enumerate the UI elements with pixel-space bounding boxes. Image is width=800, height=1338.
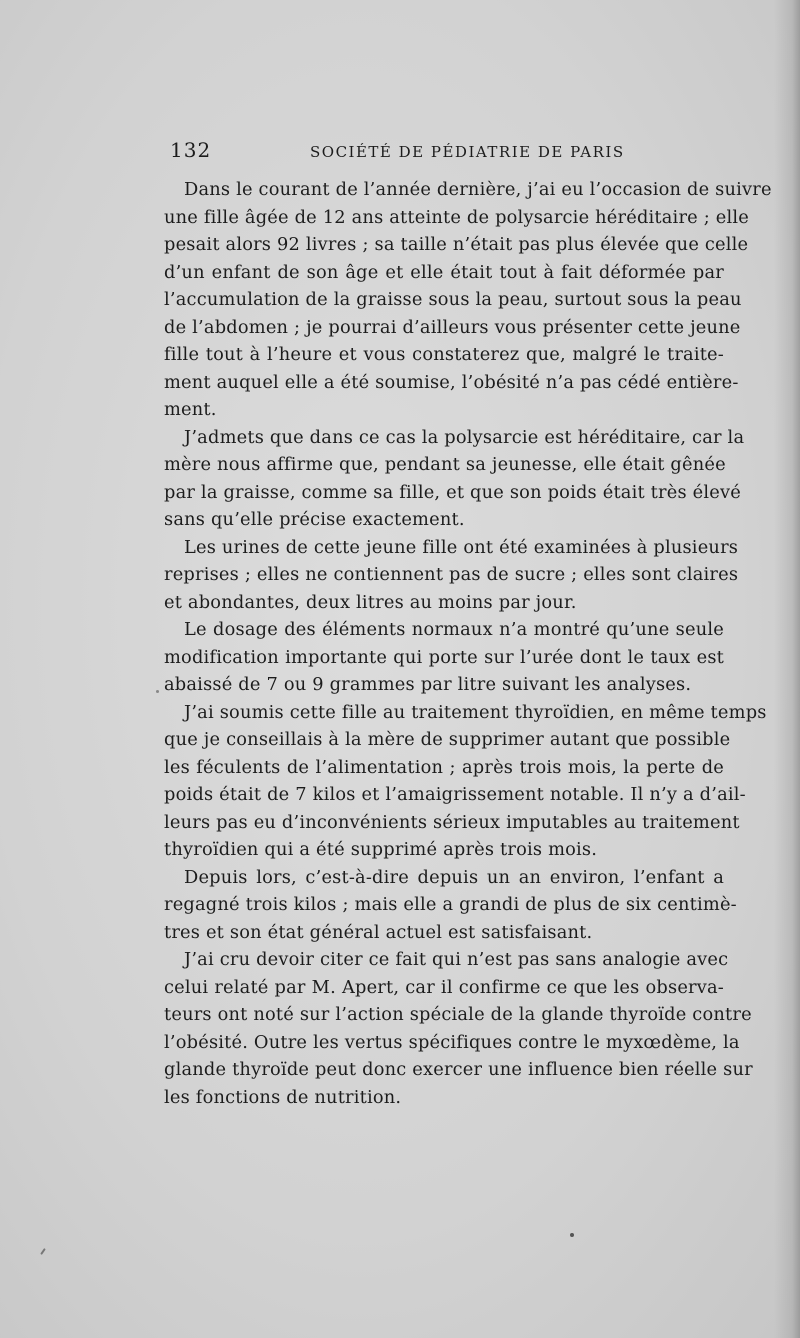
text-line: ment auquel elle a été soumise, l’obésité n’a pas cédé entière-	[164, 371, 739, 393]
text-line: une fille âgée de 12 ans atteinte de polysarcie héréditaire ; elle	[164, 206, 749, 228]
text-line: tres et son état général actuel est satisfaisant.	[164, 921, 593, 943]
text-line: mère nous affirme que, pendant sa jeunesse, elle était gênée	[164, 454, 726, 475]
text-line: les féculents de l’alimentation ; après trois mois, la perte de	[164, 756, 724, 778]
text-line: fille tout à l’heure et vous constaterez que, malgré le traite-	[164, 344, 724, 365]
text-line: thyroïdien qui a été supprimé après trois mois.	[164, 839, 598, 860]
text-line: et abondantes, deux litres au moins par jour.	[164, 591, 577, 613]
text-line: pesait alors 92 livres ; sa taille n’était pas plus élevée que celle	[164, 234, 749, 255]
text-line: J’ai cru devoir citer ce fait qui n’est pas sans analogie avec	[184, 949, 729, 970]
text-line: abaissé de 7 ou 9 grammes par litre suivant les analyses.	[164, 674, 692, 695]
text-line: que je conseillais à la mère de supprimer autant que possible	[164, 729, 731, 750]
text-line: glande thyroïde peut donc exercer une influence bien réelle sur	[164, 1059, 753, 1080]
text-line: poids était de 7 kilos et l’amaigrissement notable. Il n’y a d’ail-	[164, 784, 746, 805]
text-line: Le dosage des éléments normaux n’a montré qu’une seule	[184, 619, 724, 640]
text-line: ment.	[164, 399, 217, 420]
text-line: leurs pas eu d’inconvénients sérieux imputables au traitement	[164, 811, 740, 833]
text-line: teurs ont noté sur l’action spéciale de la glande thyroïde contre	[164, 1004, 752, 1025]
text-line: par la graisse, comme sa fille, et que son poids était très élevé	[164, 481, 741, 503]
text-line: sans qu’elle précise exactement.	[164, 509, 465, 530]
text-line: Les urines de cette jeune fille ont été examinées à plusieurs	[184, 536, 739, 558]
text-line: l’obésité. Outre les vertus spécifiques contre le myxœdème, la	[164, 1031, 740, 1053]
text-line: regagné trois kilos ; mais elle a grandi de plus de six centimè-	[164, 894, 737, 915]
text-line: Dans le courant de l’année dernière, j’ai eu l’occasion de suivre	[184, 179, 772, 200]
text-line: de l’abdomen ; je pourrai d’ailleurs vous présenter cette jeune	[164, 316, 741, 338]
text-line: d’un enfant de son âge et elle était tout à fait déformée par	[164, 261, 724, 283]
page-edge-shadow	[774, 0, 800, 1338]
text-line: J’ai soumis cette fille au traitement thyroïdien, en même temps	[184, 701, 767, 723]
text-line: celui relaté par M. Apert, car il confirme ce que les observa-	[164, 976, 724, 998]
paper-speck	[570, 1233, 574, 1237]
running-head: SOCIÉTÉ DE PÉDIATRIE DE PARIS	[310, 143, 625, 161]
paper-speck	[156, 690, 159, 693]
text-line: reprises ; elles ne contiennent pas de sucre ; elles sont claires	[164, 564, 739, 585]
text-line: Depuis lors, c’est-à-dire depuis un an environ, l’enfant a	[184, 866, 724, 888]
text-line: J’admets que dans ce cas la polysarcie est héréditaire, car la	[184, 426, 745, 448]
text-line: l’accumulation de la graisse sous la peau, surtout sous la peau	[164, 289, 742, 310]
paper-speck	[40, 1248, 46, 1255]
text-line: modification importante qui porte sur l’urée dont le taux est	[164, 646, 724, 668]
text-line: les fonctions de nutrition.	[164, 1086, 402, 1108]
page-number: 132	[170, 138, 212, 162]
body-text	[164, 176, 772, 1111]
